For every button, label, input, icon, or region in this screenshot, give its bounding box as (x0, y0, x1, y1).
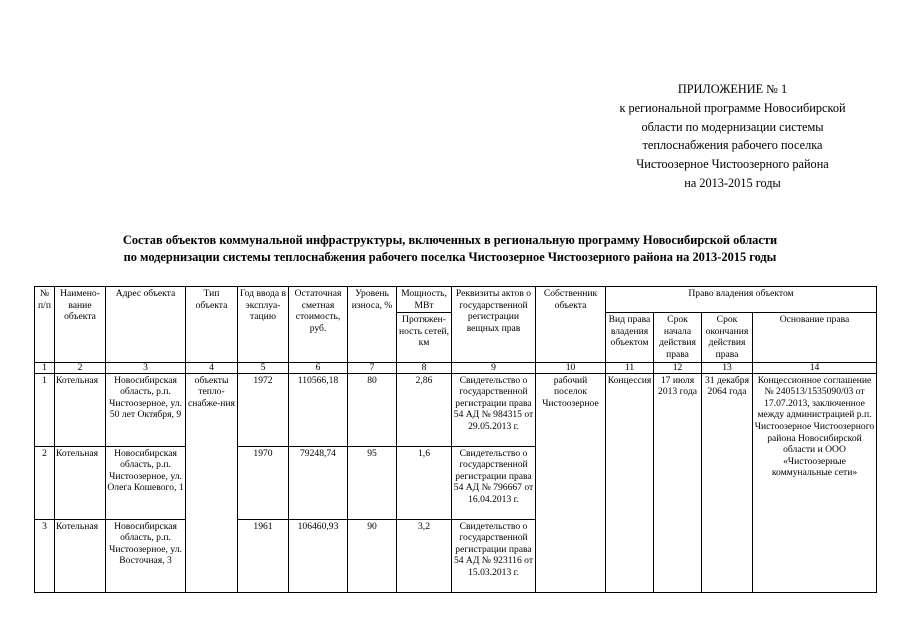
header-power: Мощность, МВт (397, 287, 452, 313)
header-cost: Остаточная сметная стоимость, руб. (289, 287, 348, 363)
title-line-1: Состав объектов коммунальной инфраструктуры, включенных в региональную программу Новосибирской области (122, 233, 778, 247)
title-line-2: по модернизации системы теплоснабжения рабочего поселка Чистоозерное Чистоозерного района на 2013-2015 годы (123, 250, 777, 264)
row-year: 1970 (238, 446, 289, 519)
row-registry: Свидетельство о государственной регистрации права 54 АД № 923116 от 15.03.2013 г. (452, 519, 536, 592)
appendix-line: ПРИЛОЖЕНИЕ № 1 (677, 82, 788, 96)
header-num: № п/п (35, 287, 55, 363)
column-number: 3 (106, 362, 186, 373)
row-name: Котельная (55, 519, 106, 592)
table-row (35, 373, 877, 446)
header-type: Тип объекта (186, 287, 238, 363)
row-cost: 106460,93 (289, 519, 348, 592)
row-address: Новосибирская область, р.п. Чистоозерное, ул. Восточная, 3 (106, 519, 186, 592)
header-length: Протяжен-ность сетей, км (397, 313, 452, 362)
appendix-line: теплоснабжения рабочего поселка (642, 138, 823, 153)
row-address: Новосибирская область, р.п. Чистоозерное, ул. Олега Кошевого, 1 (106, 446, 186, 519)
column-number: 5 (238, 362, 289, 373)
column-number: 12 (654, 362, 702, 373)
row-wear: 80 (348, 373, 397, 446)
row-cost: 79248,74 (289, 446, 348, 519)
appendix-line: на 2013-2015 годы (684, 175, 781, 190)
column-numbers-row (35, 362, 877, 373)
row-power: 2,86 (397, 373, 452, 446)
row-wear: 90 (348, 519, 397, 592)
header-right-end: Срок окончания действия права (702, 313, 753, 362)
column-number: 4 (186, 362, 238, 373)
appendix-line: области по модернизации системы (641, 119, 824, 134)
infrastructure-table (34, 286, 877, 593)
shared-type: объекты тепло-снабже-ния (186, 373, 238, 592)
appendix-block (580, 80, 885, 193)
row-cost: 110566,18 (289, 373, 348, 446)
header-owner: Собственник объекта (536, 287, 606, 363)
header-right-kind: Вид права владения объектом (606, 313, 654, 362)
column-number: 6 (289, 362, 348, 373)
row-num: 2 (35, 446, 55, 519)
header-year: Год ввода в эксплуа-тацию (238, 287, 289, 363)
shared-owner: рабочий поселок Чистоозерное (536, 373, 606, 592)
row-year: 1961 (238, 519, 289, 592)
row-num: 3 (35, 519, 55, 592)
row-registry: Свидетельство о государственной регистрации права 54 АД № 984315 от 29.05.2013 г. (452, 373, 536, 446)
header-row-1 (35, 287, 877, 313)
shared-right-start: 17 июля 2013 года (654, 373, 702, 592)
appendix-line: Чистоозерное Чистоозерного района (636, 157, 829, 172)
row-num: 1 (35, 373, 55, 446)
column-number: 8 (397, 362, 452, 373)
shared-right-basis: Концессионное соглашение № 240513/1535090/03 от 17.07.2013, заключенное между администрацией р.п. Чистоозерное Чистоозерного района Новосибирской области и ООО «Чистоозерные коммунальные сети» (753, 373, 877, 592)
row-wear: 95 (348, 446, 397, 519)
header-registry: Реквизиты актов о государственной регистрации вещных прав (452, 287, 536, 363)
shared-right-kind: Концессия (606, 373, 654, 592)
column-number: 1 (35, 362, 55, 373)
row-year: 1972 (238, 373, 289, 446)
column-number: 7 (348, 362, 397, 373)
column-number: 10 (536, 362, 606, 373)
row-registry: Свидетельство о государственной регистрации права 54 АД № 796667 от 16.04.2013 г. (452, 446, 536, 519)
header-right-start: Срок начала действия права (654, 313, 702, 362)
row-power: 3,2 (397, 519, 452, 592)
document-title (20, 232, 880, 266)
column-number: 9 (452, 362, 536, 373)
header-address: Адрес объекта (106, 287, 186, 363)
header-right-basis: Основание права (753, 313, 877, 362)
column-number: 2 (55, 362, 106, 373)
shared-right-end: 31 декабря 2064 года (702, 373, 753, 592)
header-wear: Уровень износа, % (348, 287, 397, 363)
row-address: Новосибирская область, р.п. Чистоозерное, ул. 50 лет Октября, 9 (106, 373, 186, 446)
appendix-line: к региональной программе Новосибирской (619, 100, 846, 115)
row-name: Котельная (55, 373, 106, 446)
column-number: 14 (753, 362, 877, 373)
row-name: Котельная (55, 446, 106, 519)
header-rights-group: Право владения объектом (606, 287, 877, 313)
row-power: 1,6 (397, 446, 452, 519)
column-number: 11 (606, 362, 654, 373)
column-number: 13 (702, 362, 753, 373)
header-name: Наимено-вание объекта (55, 287, 106, 363)
